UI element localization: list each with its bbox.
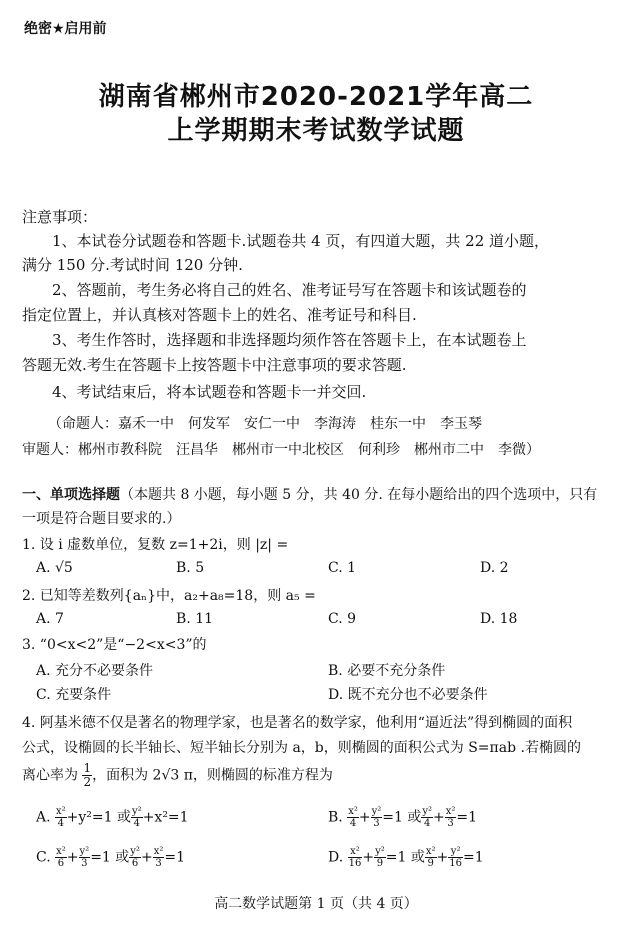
exam-title-line2: 上学期期末考试数学试题 (167, 116, 465, 146)
section1-desc1: （本题共 8 小题，每小题 5 分，共 40 分. 在每小题给出的四个选项中，只有 (120, 487, 598, 503)
question-4-stem-line1: 4. 阿基米德不仅是著名的物理学家，也是著名的数学家，他利用“逼近法”得到椭圆的面积 (22, 715, 573, 731)
notice-item-1-line1: 1、本试卷分试题卷和答题卡.试题卷共 4 页，有四道大题，共 22 道小题， (52, 232, 550, 250)
notice-item-3-line1: 3、考生作答时，选择题和非选择题均须作答在答题卡上，在本试题卷上 (52, 331, 527, 349)
question-4-stem-line2: 公式，设椭圆的长半轴长、短半轴长分别为 a，b，则椭圆的面积公式为 S=πab .若椭圆的 (22, 740, 581, 756)
section1-desc2: 一项是符合题目要求的.） (22, 511, 181, 527)
confidential-mark: 绝密★启用前 (24, 21, 107, 37)
q4-stem3a: 离心率为 (22, 767, 78, 784)
q1-option-d: D. 2 (480, 560, 509, 576)
q3-option-d: D. 既不充分也不必要条件 (328, 687, 488, 703)
authors-line: （命题人：嘉禾一中 何发军 安仁一中 李海涛 桂东一中 李玉琴 (48, 416, 482, 432)
q2-option-b: B. 11 (176, 611, 214, 627)
q2-option-c: C. 9 (328, 611, 357, 627)
q1-option-b: B. 5 (176, 560, 205, 576)
q4-option-a: A. $\frac{\text{x²}}{4}$ +y²=1 或 $\frac{\text{y²}}{4}$ +x²=1 (36, 806, 189, 829)
q3-option-b: B. 必要不充分条件 (328, 663, 446, 679)
question-4-stem-line3 (22, 762, 333, 789)
section1-heading-line (22, 484, 597, 504)
exam-title-line1: 湖南省郴州市2020-2021学年高二 (98, 82, 534, 112)
q4-option-d: D. $\frac{\text{x²}}{16}$ + $\frac{\text{y²}}{9}$ =1 或 $\frac{\text{x²}}{9}$ + $\frac{\text{y²}}{16}$ =1 (328, 846, 484, 869)
q2-option-d: D. 18 (480, 611, 518, 627)
notice-heading: 注意事项： (22, 208, 98, 226)
q4-option-b: B. $\frac{\text{x²}}{4}$ + $\frac{\text{y²}}{3}$ =1 或 $\frac{\text{y²}}{4}$ + $\frac{\text{x²}}{3}$ =1 (328, 806, 478, 829)
question-3-stem: 3. “0<x<2”是“−2<x<3”的 (22, 637, 207, 653)
q3-option-a: A. 充分不必要条件 (36, 663, 154, 679)
notice-item-2-line1: 2、答题前，考生务必将自己的姓名、准考证号写在答题卡和该试题卷的 (52, 281, 527, 299)
question-2-stem: 2. 已知等差数列{aₙ}中，a₂+a₈=18，则 a₅ = (22, 588, 316, 604)
q4-option-c: C. $\frac{\text{x²}}{6}$ + $\frac{\text{y²}}{3}$ =1 或 $\frac{\text{y²}}{6}$ + $\frac{\text{x²}}{3}$ =1 (36, 846, 185, 869)
q3-option-c: C. 充要条件 (36, 687, 112, 703)
section1-heading: 一、单项选择题 (22, 487, 120, 503)
notice-item-4-line1: 4、考试结束后，将本试题卷和答题卡一并交回. (52, 383, 367, 401)
q1-option-c: C. 1 (328, 560, 357, 576)
notice-item-3-line2: 答题无效.考生在答题卡上按答题卡中注意事项的要求答题. (22, 356, 407, 374)
q2-option-a: A. 7 (36, 611, 64, 627)
notice-item-1-line2: 满分 150 分.考试时间 120 分钟. (22, 256, 243, 274)
question-1-stem: 1. 设 i 虚数单位，复数 z=1+2i，则 |z| = (22, 537, 289, 553)
notice-item-2-line2: 指定位置上，并认真核对答题卡上的姓名、准考证号和科目. (22, 306, 417, 324)
q4-stem3b: ，面积为 2√3 π，则椭圆的标准方程为 (92, 767, 333, 784)
page-footer: 高二数学试题第 1 页（共 4 页） (214, 896, 418, 912)
q4-eccentricity-fraction: $\frac{1}{2}$ (83, 761, 92, 789)
reviewers-line: 审题人：郴州市教科院 汪昌华 郴州市一中北校区 何利珍 郴州市二中 李微） (22, 442, 540, 458)
q1-option-a: A. √5 (36, 560, 73, 576)
